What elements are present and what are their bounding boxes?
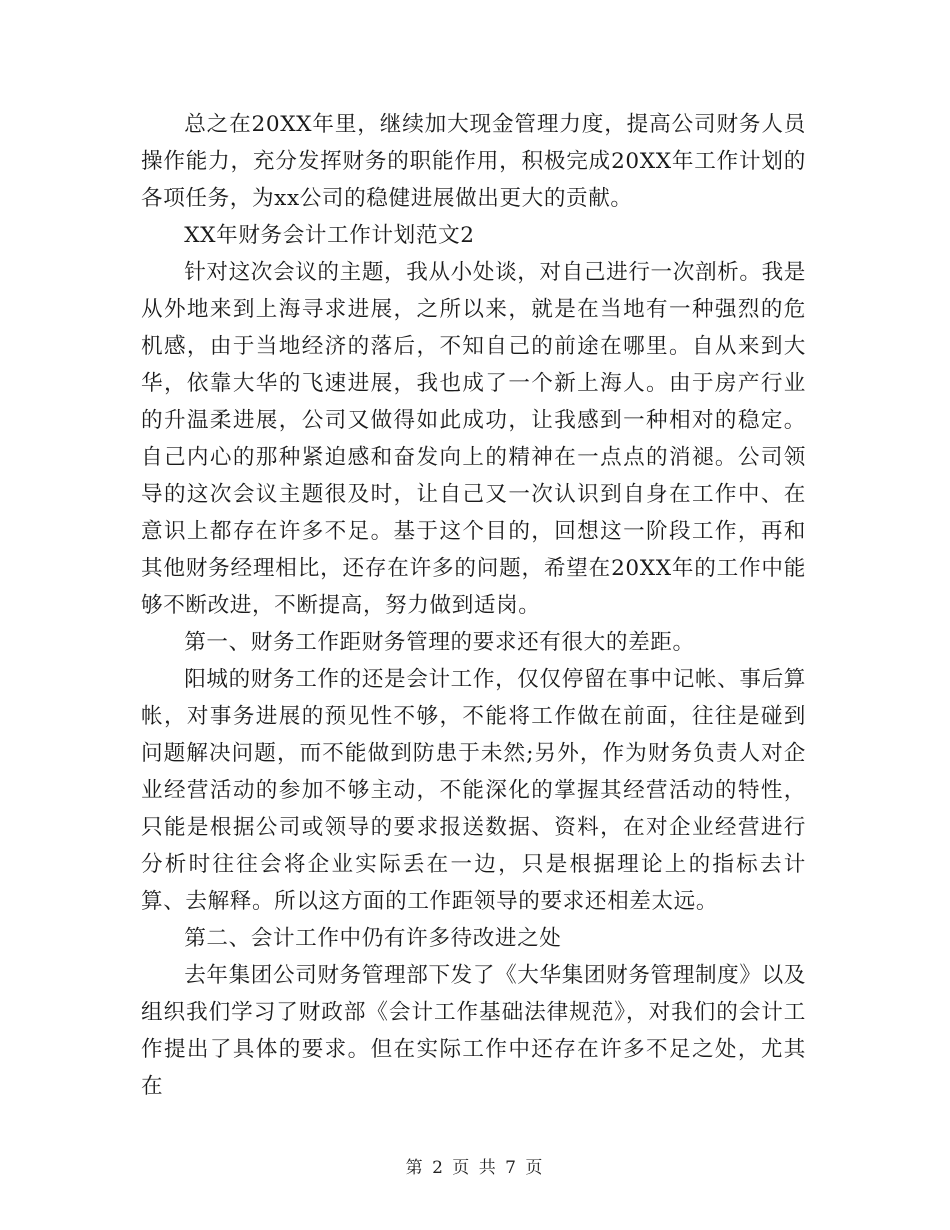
paragraph-self-analysis: 针对这次会议的主题，我从小处谈，对自己进行一次剖析。我是从外地来到上海寻求进展，之所以来，就是在当地有一种强烈的危机感，由于当地经济的落后，不知自己的前途在哪里。自从来到大华，依靠大华的飞速进展，我也成了一个新上海人。由于房产行业的升温柔进展，公司又做得如此成功，让我感到一种相对的稳定。自己内心的那种紧迫感和奋发向上的精神在一点点的消褪。公司领导的这次会议主题很及时，让自己又一次认识到自身在工作中、在意识上都存在许多不足。基于这个目的，回想这一阶段工作，再和其他财务经理相比，还存在许多的问题，希望在20XX年的工作中能够不断改进，不断提高，努力做到适岗。 [141, 260, 806, 618]
page-number-footer: 第 2 页 共 7 页 [405, 1158, 545, 1178]
heading-point-two: 第二、会计工作中仍有许多待改进之处 [184, 926, 562, 951]
section-title: XX年财务会计工作计划范文2 [184, 223, 475, 248]
heading-point-one: 第一、财务工作距财务管理的要求还有很大的差距。 [184, 630, 695, 655]
document-body [141, 106, 806, 1105]
paragraph-point-one: 阳城的财务工作的还是会计工作，仅仅停留在事中记帐、事后算帐，对事务进展的预见性不够，不能将工作做在前面，往往是碰到问题解决问题，而不能做到防患于未然;另外，作为财务负责人对企业经营活动的参加不够主动，不能深化的掌握其经营活动的特性，只能是根据公司或领导的要求报送数据、资料，在对企业经营进行分析时往往会将企业实际丢在一边，只是根据理论上的指标去计算、去解释。所以这方面的工作距领导的要求还相差太远。 [141, 667, 806, 914]
paragraph-point-two: 去年集团公司财务管理部下发了《大华集团财务管理制度》以及组织我们学习了财政部《会计工作基础法律规范》，对我们的会计工作提出了具体的要求。但在实际工作中还存在许多不足之处，尤其在 [141, 963, 806, 1099]
paragraph-summary: 总之在20XX年里，继续加大现金管理力度，提高公司财务人员操作能力，充分发挥财务的职能作用，积极完成20XX年工作计划的各项任务，为xx公司的稳健进展做出更大的贡献。 [141, 112, 806, 211]
